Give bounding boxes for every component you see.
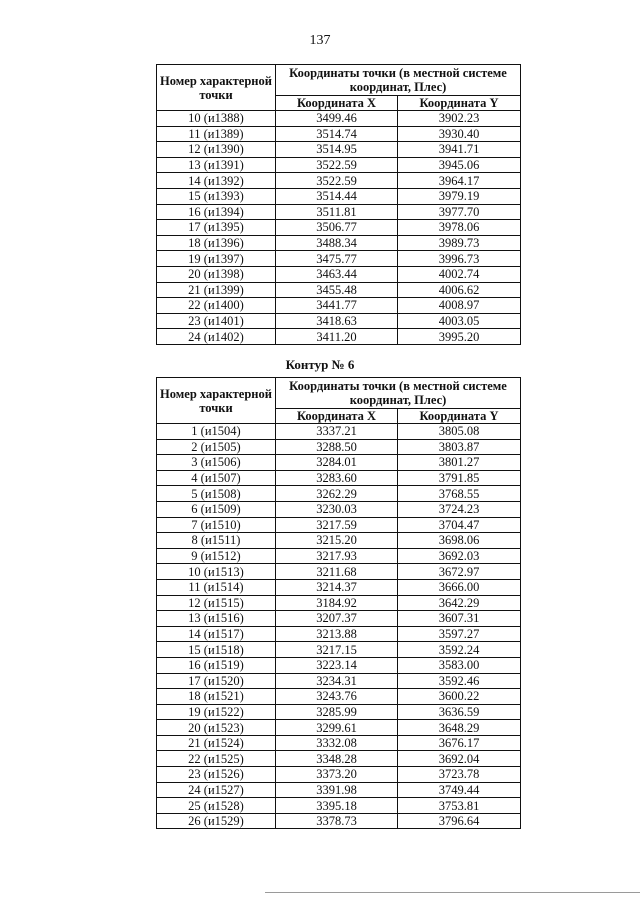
coord-y-cell: 4006.62 [398, 282, 521, 298]
table-row [157, 735, 521, 751]
coord-y-cell: 3791.85 [398, 470, 521, 486]
coord-y-cell: 3676.17 [398, 735, 521, 751]
point-number-cell: 15 (и1518) [157, 642, 276, 658]
point-number-cell: 24 (и1402) [157, 329, 276, 345]
point-number-cell: 26 (и1529) [157, 813, 276, 829]
coord-y-cell: 3592.24 [398, 642, 521, 658]
coord-y-cell: 3592.46 [398, 673, 521, 689]
coord-y-cell: 3941.71 [398, 142, 521, 158]
point-number-cell: 4 (и1507) [157, 470, 276, 486]
point-number-cell: 21 (и1399) [157, 282, 276, 298]
coord-y-cell: 3724.23 [398, 501, 521, 517]
coord-y-cell: 3796.64 [398, 813, 521, 829]
coord-y-cell: 3930.40 [398, 126, 521, 142]
coord-x-cell: 3391.98 [276, 782, 398, 798]
table-row [157, 470, 521, 486]
table-row [157, 111, 521, 127]
header-coords-group: Координаты точки (в местной системе координат, Плес) [276, 65, 521, 96]
header-coords-group: Координаты точки (в местной системе координат, Плес) [276, 378, 521, 409]
coord-y-cell: 3989.73 [398, 235, 521, 251]
coord-x-cell: 3348.28 [276, 751, 398, 767]
point-number-cell: 1 (и1504) [157, 424, 276, 440]
coord-y-cell: 3995.20 [398, 329, 521, 345]
coord-x-cell: 3337.21 [276, 424, 398, 440]
table-row [157, 329, 521, 345]
coord-y-cell: 3723.78 [398, 767, 521, 783]
table-row [157, 439, 521, 455]
scan-edge-line [265, 892, 640, 893]
table-row [157, 798, 521, 814]
point-number-cell: 20 (и1398) [157, 266, 276, 282]
table-row [157, 501, 521, 517]
point-number-cell: 13 (и1516) [157, 611, 276, 627]
coord-x-cell: 3514.44 [276, 188, 398, 204]
coord-x-cell: 3395.18 [276, 798, 398, 814]
table-row [157, 767, 521, 783]
point-number-cell: 10 (и1388) [157, 111, 276, 127]
coord-x-cell: 3288.50 [276, 439, 398, 455]
coord-x-cell: 3223.14 [276, 657, 398, 673]
coord-y-cell: 3768.55 [398, 486, 521, 502]
coord-x-cell: 3514.74 [276, 126, 398, 142]
table-row [157, 517, 521, 533]
coord-y-cell: 3964.17 [398, 173, 521, 189]
point-number-cell: 19 (и1522) [157, 704, 276, 720]
coord-x-cell: 3217.93 [276, 548, 398, 564]
table-row [157, 579, 521, 595]
coord-y-cell: 3753.81 [398, 798, 521, 814]
coord-y-cell: 3977.70 [398, 204, 521, 220]
header-coord-x: Координата X [276, 96, 398, 111]
point-number-cell: 19 (и1397) [157, 251, 276, 267]
table-row [157, 157, 521, 173]
point-number-cell: 8 (и1511) [157, 533, 276, 549]
point-number-cell: 2 (и1505) [157, 439, 276, 455]
coord-x-cell: 3283.60 [276, 470, 398, 486]
point-number-cell: 3 (и1506) [157, 455, 276, 471]
coord-x-cell: 3441.77 [276, 298, 398, 314]
point-number-cell: 21 (и1524) [157, 735, 276, 751]
header-coord-y: Координата Y [398, 409, 521, 424]
coord-y-cell: 3978.06 [398, 220, 521, 236]
coord-x-cell: 3511.81 [276, 204, 398, 220]
coord-y-cell: 3648.29 [398, 720, 521, 736]
coord-y-cell: 3642.29 [398, 595, 521, 611]
coordinates-table-1 [156, 64, 521, 345]
coord-x-cell: 3373.20 [276, 767, 398, 783]
header-point-number: Номер характерной точки [157, 378, 276, 424]
coord-y-cell: 3583.00 [398, 657, 521, 673]
coord-x-cell: 3184.92 [276, 595, 398, 611]
point-number-cell: 12 (и1515) [157, 595, 276, 611]
coord-y-cell: 3749.44 [398, 782, 521, 798]
table-row [157, 126, 521, 142]
table-row [157, 564, 521, 580]
table-row [157, 424, 521, 440]
table-row [157, 204, 521, 220]
coord-y-cell: 3803.87 [398, 439, 521, 455]
point-number-cell: 24 (и1527) [157, 782, 276, 798]
table-row [157, 486, 521, 502]
coord-x-cell: 3378.73 [276, 813, 398, 829]
coord-y-cell: 3692.03 [398, 548, 521, 564]
table-row [157, 751, 521, 767]
header-coord-x: Координата X [276, 409, 398, 424]
point-number-cell: 5 (и1508) [157, 486, 276, 502]
coord-x-cell: 3455.48 [276, 282, 398, 298]
coord-y-cell: 3704.47 [398, 517, 521, 533]
page-number: 137 [309, 33, 331, 48]
coord-x-cell: 3214.37 [276, 579, 398, 595]
coord-x-cell: 3215.20 [276, 533, 398, 549]
table-row [157, 266, 521, 282]
coord-x-cell: 3499.46 [276, 111, 398, 127]
coord-y-cell: 3805.08 [398, 424, 521, 440]
table-row [157, 142, 521, 158]
coord-x-cell: 3262.29 [276, 486, 398, 502]
coordinates-table-2 [156, 377, 521, 829]
coord-y-cell: 3698.06 [398, 533, 521, 549]
coord-x-cell: 3488.34 [276, 235, 398, 251]
coord-x-cell: 3284.01 [276, 455, 398, 471]
table-row [157, 235, 521, 251]
point-number-cell: 9 (и1512) [157, 548, 276, 564]
point-number-cell: 11 (и1389) [157, 126, 276, 142]
table-row [157, 188, 521, 204]
point-number-cell: 12 (и1390) [157, 142, 276, 158]
coord-x-cell: 3230.03 [276, 501, 398, 517]
point-number-cell: 10 (и1513) [157, 564, 276, 580]
coord-x-cell: 3463.44 [276, 266, 398, 282]
point-number-cell: 7 (и1510) [157, 517, 276, 533]
table-row [157, 282, 521, 298]
point-number-cell: 16 (и1519) [157, 657, 276, 673]
point-number-cell: 14 (и1517) [157, 626, 276, 642]
coord-y-cell: 3666.00 [398, 579, 521, 595]
coord-y-cell: 3597.27 [398, 626, 521, 642]
coord-x-cell: 3475.77 [276, 251, 398, 267]
coord-x-cell: 3211.68 [276, 564, 398, 580]
coord-y-cell: 3672.97 [398, 564, 521, 580]
coord-y-cell: 3692.04 [398, 751, 521, 767]
point-number-cell: 18 (и1396) [157, 235, 276, 251]
point-number-cell: 22 (и1400) [157, 298, 276, 314]
header-coord-y: Координата Y [398, 96, 521, 111]
point-number-cell: 17 (и1395) [157, 220, 276, 236]
table-row [157, 642, 521, 658]
point-number-cell: 22 (и1525) [157, 751, 276, 767]
coord-x-cell: 3213.88 [276, 626, 398, 642]
coord-x-cell: 3217.15 [276, 642, 398, 658]
coord-x-cell: 3522.59 [276, 173, 398, 189]
table-row [157, 720, 521, 736]
point-number-cell: 23 (и1526) [157, 767, 276, 783]
point-number-cell: 15 (и1393) [157, 188, 276, 204]
table-row [157, 626, 521, 642]
coord-y-cell: 3945.06 [398, 157, 521, 173]
point-number-cell: 23 (и1401) [157, 313, 276, 329]
point-number-cell: 6 (и1509) [157, 501, 276, 517]
point-number-cell: 13 (и1391) [157, 157, 276, 173]
point-number-cell: 17 (и1520) [157, 673, 276, 689]
table-row [157, 548, 521, 564]
coord-x-cell: 3234.31 [276, 673, 398, 689]
coord-x-cell: 3418.63 [276, 313, 398, 329]
coord-x-cell: 3243.76 [276, 689, 398, 705]
table-row [157, 455, 521, 471]
coord-y-cell: 4003.05 [398, 313, 521, 329]
coord-x-cell: 3285.99 [276, 704, 398, 720]
point-number-cell: 14 (и1392) [157, 173, 276, 189]
coord-y-cell: 3600.22 [398, 689, 521, 705]
table-row [157, 611, 521, 627]
coord-x-cell: 3411.20 [276, 329, 398, 345]
table-row [157, 689, 521, 705]
table-row [157, 298, 521, 314]
table-row [157, 173, 521, 189]
coord-x-cell: 3207.37 [276, 611, 398, 627]
coord-x-cell: 3299.61 [276, 720, 398, 736]
coord-y-cell: 3902.23 [398, 111, 521, 127]
table-row [157, 813, 521, 829]
point-number-cell: 16 (и1394) [157, 204, 276, 220]
table-row [157, 657, 521, 673]
coord-y-cell: 3801.27 [398, 455, 521, 471]
coord-x-cell: 3217.59 [276, 517, 398, 533]
coord-y-cell: 4002.74 [398, 266, 521, 282]
coord-x-cell: 3506.77 [276, 220, 398, 236]
table-row [157, 533, 521, 549]
coord-y-cell: 4008.97 [398, 298, 521, 314]
table-row [157, 782, 521, 798]
table-row [157, 220, 521, 236]
table-row [157, 251, 521, 267]
table-row [157, 673, 521, 689]
point-number-cell: 11 (и1514) [157, 579, 276, 595]
table-row [157, 704, 521, 720]
coord-y-cell: 3996.73 [398, 251, 521, 267]
coord-x-cell: 3514.95 [276, 142, 398, 158]
coord-x-cell: 3522.59 [276, 157, 398, 173]
point-number-cell: 18 (и1521) [157, 689, 276, 705]
table-row [157, 313, 521, 329]
coord-x-cell: 3332.08 [276, 735, 398, 751]
point-number-cell: 25 (и1528) [157, 798, 276, 814]
coord-y-cell: 3979.19 [398, 188, 521, 204]
table-row [157, 595, 521, 611]
header-point-number: Номер характерной точки [157, 65, 276, 111]
contour-title: Контур № 6 [285, 357, 355, 372]
coord-y-cell: 3607.31 [398, 611, 521, 627]
coord-y-cell: 3636.59 [398, 704, 521, 720]
point-number-cell: 20 (и1523) [157, 720, 276, 736]
